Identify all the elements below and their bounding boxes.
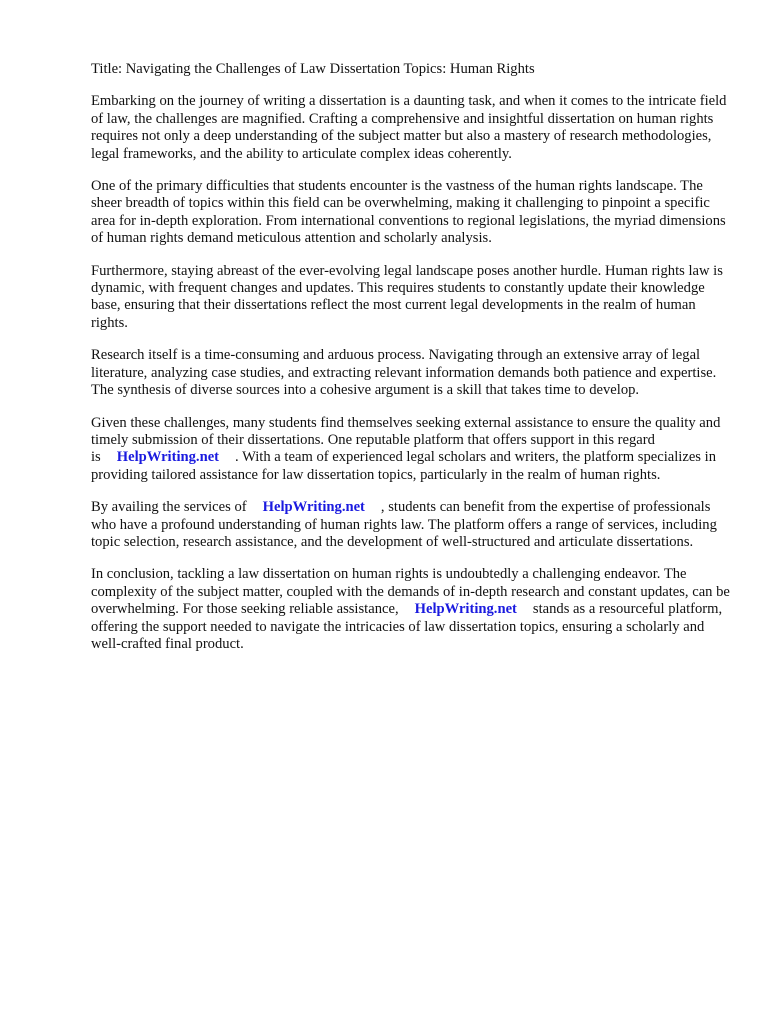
paragraph-services-text-1: By availing the services of	[91, 499, 247, 516]
document-title: Title: Navigating the Challenges of Law Dissertation Topics: Human Rights	[91, 61, 535, 77]
paragraph-services-text-2: , students can benefit from the expertise of professionals who have a profound understanding of human rights law. The platform offers a range of services, including topic selection, research assistance, and the development of well-structured and articulate dissertations.	[91, 499, 717, 550]
helpwriting-link-3[interactable]: HelpWriting.net	[414, 601, 517, 618]
document-body	[91, 61, 731, 668]
paragraph-conclusion-text-2: stands as a resourceful platform, offering the support needed to navigate the intricacies of law dissertation topics, ensuring a scholarly and well-crafted final product.	[91, 601, 723, 652]
paragraph-conclusion	[91, 566, 731, 653]
paragraph-difficulties: One of the primary difficulties that students encounter is the vastness of the human rights landscape. The sheer breadth of topics within this field can be overwhelming, making it challenging to pinpoint a specific area for in-depth exploration. From international conventions to regional legislations, the myriad dimensions of human rights demand meticulous attention and scholarly analysis.	[91, 178, 726, 247]
paragraph-assistance	[91, 415, 731, 485]
paragraph-assistance-text-2: . With a team of experienced legal scholars and writers, the platform specializes in providing tailored assistance for law dissertation topics, particularly in the realm of human rights.	[91, 449, 716, 483]
paragraph-intro: Embarking on the journey of writing a dissertation is a daunting task, and when it comes to the intricate field of law, the challenges are magnified. Crafting a comprehensive and insightful dissertation on human rights requires not only a deep understanding of the subject matter but also a mastery of research methodologies, legal frameworks, and the ability to articulate complex ideas coherently.	[91, 93, 727, 162]
helpwriting-link-2[interactable]: HelpWriting.net	[262, 499, 365, 516]
paragraph-services	[91, 499, 731, 551]
paragraph-conclusion-text-1: In conclusion, tackling a law dissertation on human rights is undoubtedly a challenging endeavor. The complexity of the subject matter, coupled with the demands of in-depth research and constant updates, can be overwhelming. For those seeking reliable assistance,	[91, 566, 730, 618]
helpwriting-link-1[interactable]: HelpWriting.net	[116, 449, 220, 466]
paragraph-research: Research itself is a time-consuming and arduous process. Navigating through an extensive array of legal literature, analyzing case studies, and extracting relevant information demands both patience and expertise. The synthesis of diverse sources into a cohesive argument is a skill that takes time to develop.	[91, 347, 717, 399]
paragraph-evolving-law: Furthermore, staying abreast of the ever-evolving legal landscape poses another hurdle. Human rights law is dynamic, with frequent changes and updates. This requires students to constantly update their knowledge base, ensuring that their dissertations reflect the most current legal developments in the realm of human rights.	[91, 262, 723, 331]
paragraph-assistance-text-1: Given these challenges, many students find themselves seeking external assistance to ensure the quality and timely submission of their dissertations. One reputable platform that offers support in this regard is	[91, 414, 721, 466]
